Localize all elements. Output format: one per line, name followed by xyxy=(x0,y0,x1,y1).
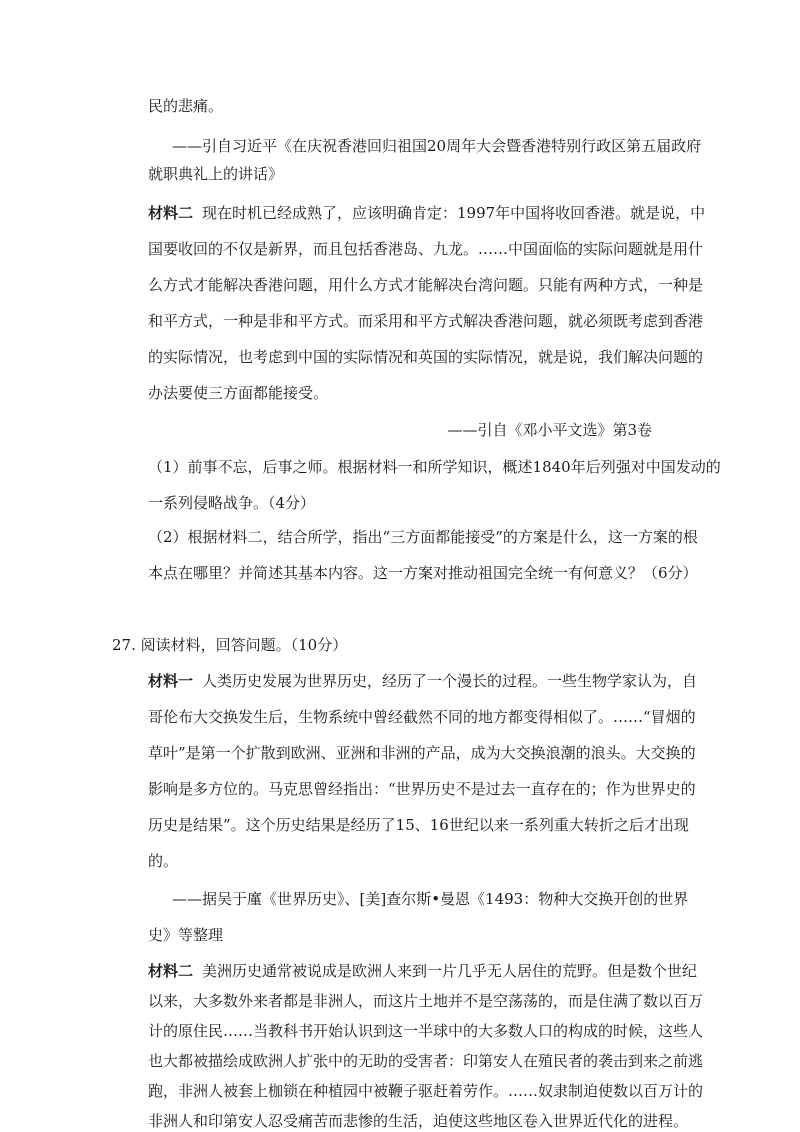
citation-xi-line2: 就职典礼上的讲话》 xyxy=(148,165,284,183)
q27-material1-line: 的。 xyxy=(148,852,179,870)
q27-material1-line: 草叶”是第一个扩散到欧洲、亚洲和非洲的产品，成为大交换浪潮的浪头。大交换的 xyxy=(148,744,696,762)
material2-hk-line: 现在时机已经成熟了，应该明确肯定：1997年中国将收回香港。就是说，中 xyxy=(202,204,706,222)
citation-deng: ——引自《邓小平文选》第3卷 xyxy=(447,421,652,439)
question-2-line2: 本点在哪里？并简述其基本内容。这一方案对推动祖国完全统一有何意义？（6分） xyxy=(148,564,698,582)
question-2-line1: （2）根据材料二，结合所学，指出“三方面都能接受”的方案是什么，这一方案的根 xyxy=(148,528,698,546)
material2-hk-line: 的实际情况，也考虑到中国的实际情况和英国的实际情况，就是说，我们解决问题的 xyxy=(148,348,704,366)
question-1-line1: （1）前事不忘，后事之师。根据材料一和所学知识，概述1840年后列强对中国发动的 xyxy=(148,458,721,476)
material1-tail: 民的悲痛。 xyxy=(148,97,224,115)
q27-material1-line: 人类历史发展为世界历史，经历了一个漫长的过程。一些生物学家认为，自 xyxy=(202,672,698,690)
citation-xi-line1: ——引自习近平《在庆祝香港回归祖国20周年大会暨香港特别行政区第五届政府 xyxy=(172,137,702,155)
q27-material1-label: 材料一 xyxy=(148,672,194,690)
q27-material1-line: 历史是结果”。这个历史结果是经历了15、16世纪以来一系列重大转折之后才出现 xyxy=(148,816,689,834)
q27-material2-line: 跑，非洲人被套上枷锁在种植园中被鞭子驱赶着劳作。……奴隶制迫使数以百万计的 xyxy=(148,1082,704,1100)
material2-hk-line: 和平方式，一种是非和平方式。而采用和平方式解决香港问题，就必须既考虑到香港 xyxy=(148,312,704,330)
q27-material2-line: 以来，大多数外来者都是非洲人，而这片土地并不是空荡荡的，而是住满了数以百万 xyxy=(148,992,704,1010)
q27-material2-line: 非洲人和印第安人忍受痛苦而悲惨的生活，迫使这些地区卷入世界近代化的进程。 xyxy=(148,1112,689,1130)
material2-hk-line: 办法要使三方面都能接受。 xyxy=(148,384,329,402)
question-27-heading: 27. 阅读材料，回答问题。（10分） xyxy=(112,636,348,654)
q27-material1-line: 哥伦布大交换发生后，生物系统中曾经截然不同的地方都变得相似了。……“冒烟的 xyxy=(148,708,696,726)
q27-material1-line: 影响是多方位的。马克思曾经指出：“世界历史不是过去一直存在的；作为世界史的 xyxy=(148,780,696,798)
q27-material2-label: 材料二 xyxy=(148,962,194,980)
material2-hk-label: 材料二 xyxy=(148,204,194,222)
q27-material1-citation-line2: 史》等整理 xyxy=(148,926,224,944)
material2-hk-line: 么方式才能解决香港问题，用什么方式才能解决台湾问题。只能有两种方式，一种是 xyxy=(148,276,704,294)
q27-material1-citation-line1: ——据吴于廑《世界历史》、[美]查尔斯•曼恩《1493：物种大交换开创的世界 xyxy=(172,890,689,908)
question-1-line2: 一系列侵略战争。（4分） xyxy=(148,494,316,512)
q27-material2-line: 也大都被描绘成欧洲人扩张中的无助的受害者：印第安人在殖民者的袭击到来之前逃 xyxy=(148,1052,704,1070)
q27-material2-line: 美洲历史通常被说成是欧洲人来到一片几乎无人居住的荒野。但是数个世纪 xyxy=(202,962,698,980)
q27-material2-line: 计的原住民……当教科书开始认识到这一半球中的大多数人口的构成的时候，这些人 xyxy=(148,1022,704,1040)
material2-hk-line: 国要收回的不仅是新界，而且包括香港岛、九龙。……中国面临的实际问题就是用什 xyxy=(148,240,704,258)
